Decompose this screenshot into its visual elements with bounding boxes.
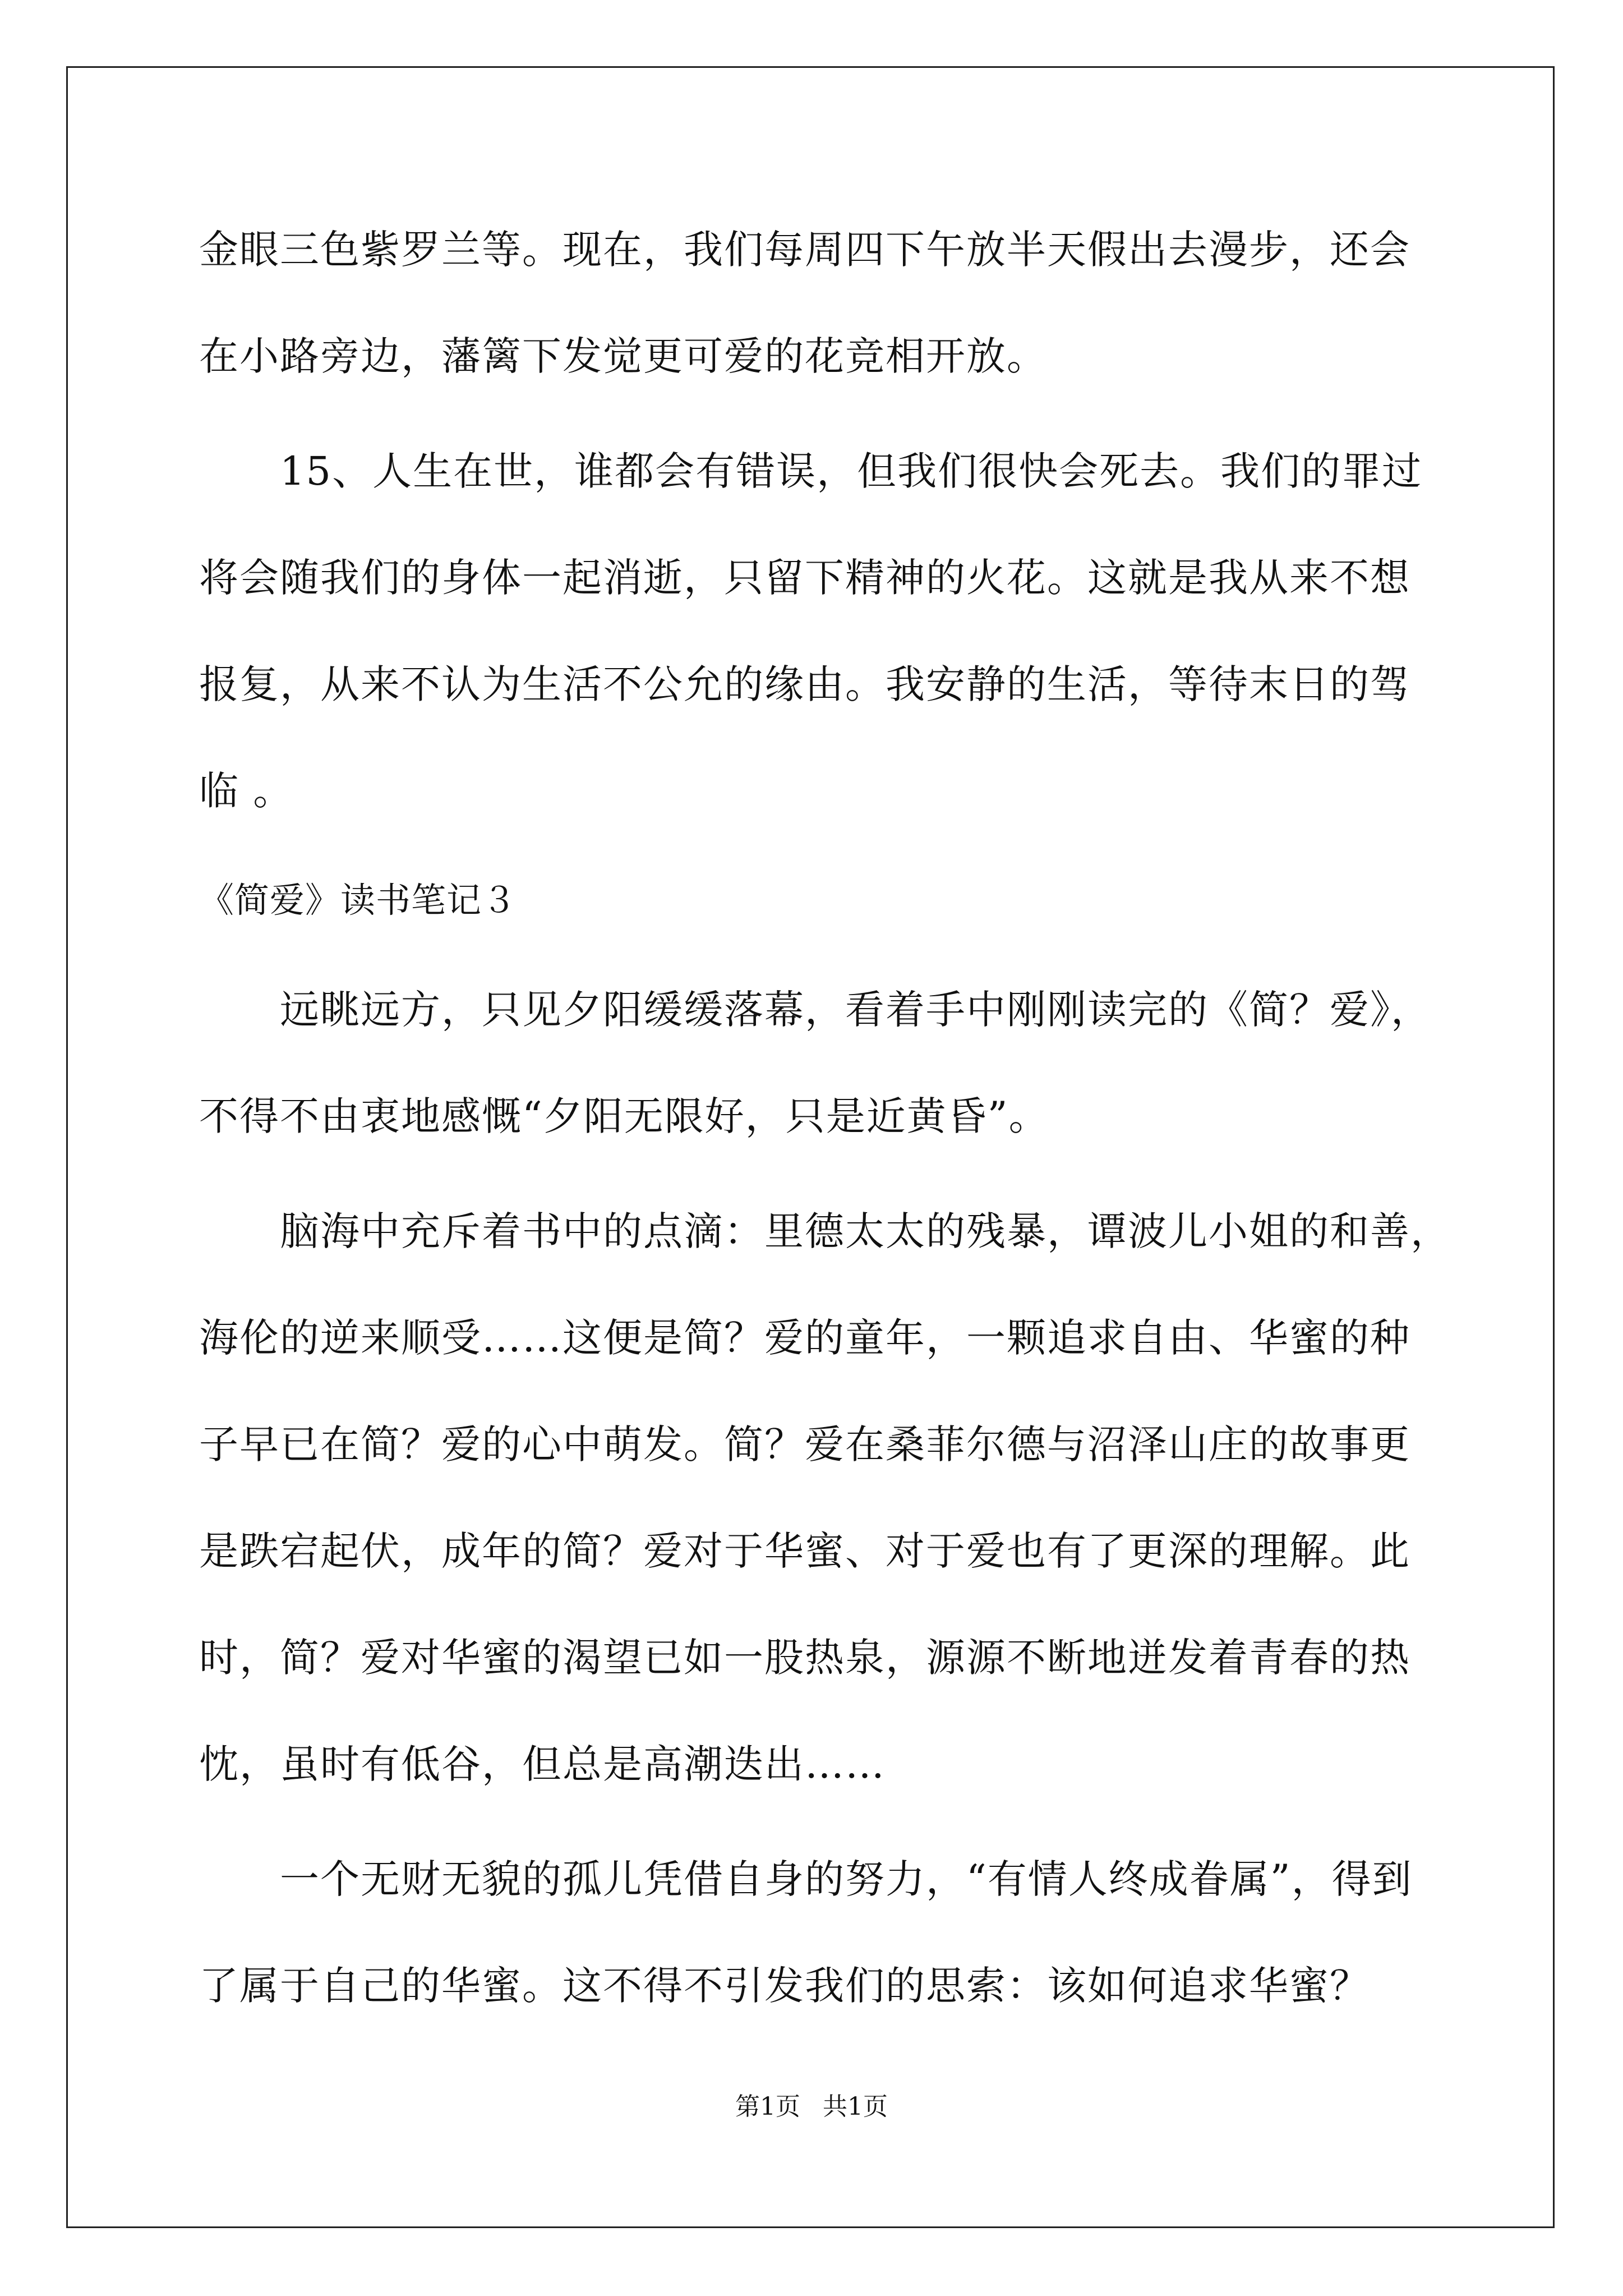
text-line: 忱，虽时有低谷，但总是高潮迭出…… — [199, 1741, 886, 1787]
text-line: 不得不由衷地感慨“夕阳无限好，只是近黄昏”。 — [199, 1093, 1049, 1139]
text-line: 15、人生在世，谁都会有错误，但我们很快会死去。我们的罪过 — [199, 448, 1423, 494]
text-line: 将会随我们的身体一起消逝，只留下精神的火花。这就是我从来不想 — [199, 555, 1410, 601]
page-footer — [0, 2091, 1623, 2123]
text-line: 报复，从来不认为生活不公允的缘由。我安静的生活，等待末日的驾 — [199, 661, 1410, 707]
text-line: 脑海中充斥着书中的点滴：里德太太的残暴，谭波儿小姐的和善， — [199, 1208, 1451, 1254]
text-line: 在小路旁边，藩篱下发觉更可爱的花竞相开放。 — [199, 333, 1047, 379]
text-line: 金眼三色紫罗兰等。现在，我们每周四下午放半天假出去漫步，还会 — [199, 227, 1410, 273]
text-line: 子早已在简？爱的心中萌发。简？爱在桑菲尔德与沼泽山庄的故事更 — [199, 1421, 1410, 1467]
text-line: 临 。 — [199, 768, 294, 814]
text-line: 了属于自己的华蜜。这不得不引发我们的思索：该如何追求华蜜？ — [199, 1963, 1370, 2009]
text-line: 远眺远方，只见夕阳缓缓落幕，看着手中刚刚读完的《简？爱》， — [199, 987, 1431, 1033]
text-line: 是跌宕起伏，成年的简？爱对于华蜜、对于爱也有了更深的理解。此 — [199, 1528, 1410, 1574]
text-line: 时，简？爱对华蜜的渴望已如一股热泉，源源不断地迸发着青春的热 — [199, 1635, 1410, 1681]
page-total: 共1页 — [823, 2092, 888, 2121]
page-number: 第1页 — [735, 2092, 800, 2121]
text-line: 海伦的逆来顺受……这便是简？爱的童年，一颗追求自由、华蜜的种 — [199, 1315, 1410, 1361]
text-line: 一个无财无貌的孤儿凭借自身的努力，“有情人终成眷属”，得到 — [199, 1856, 1413, 1902]
section-heading: 《简爱》读书笔记３ — [199, 880, 518, 921]
